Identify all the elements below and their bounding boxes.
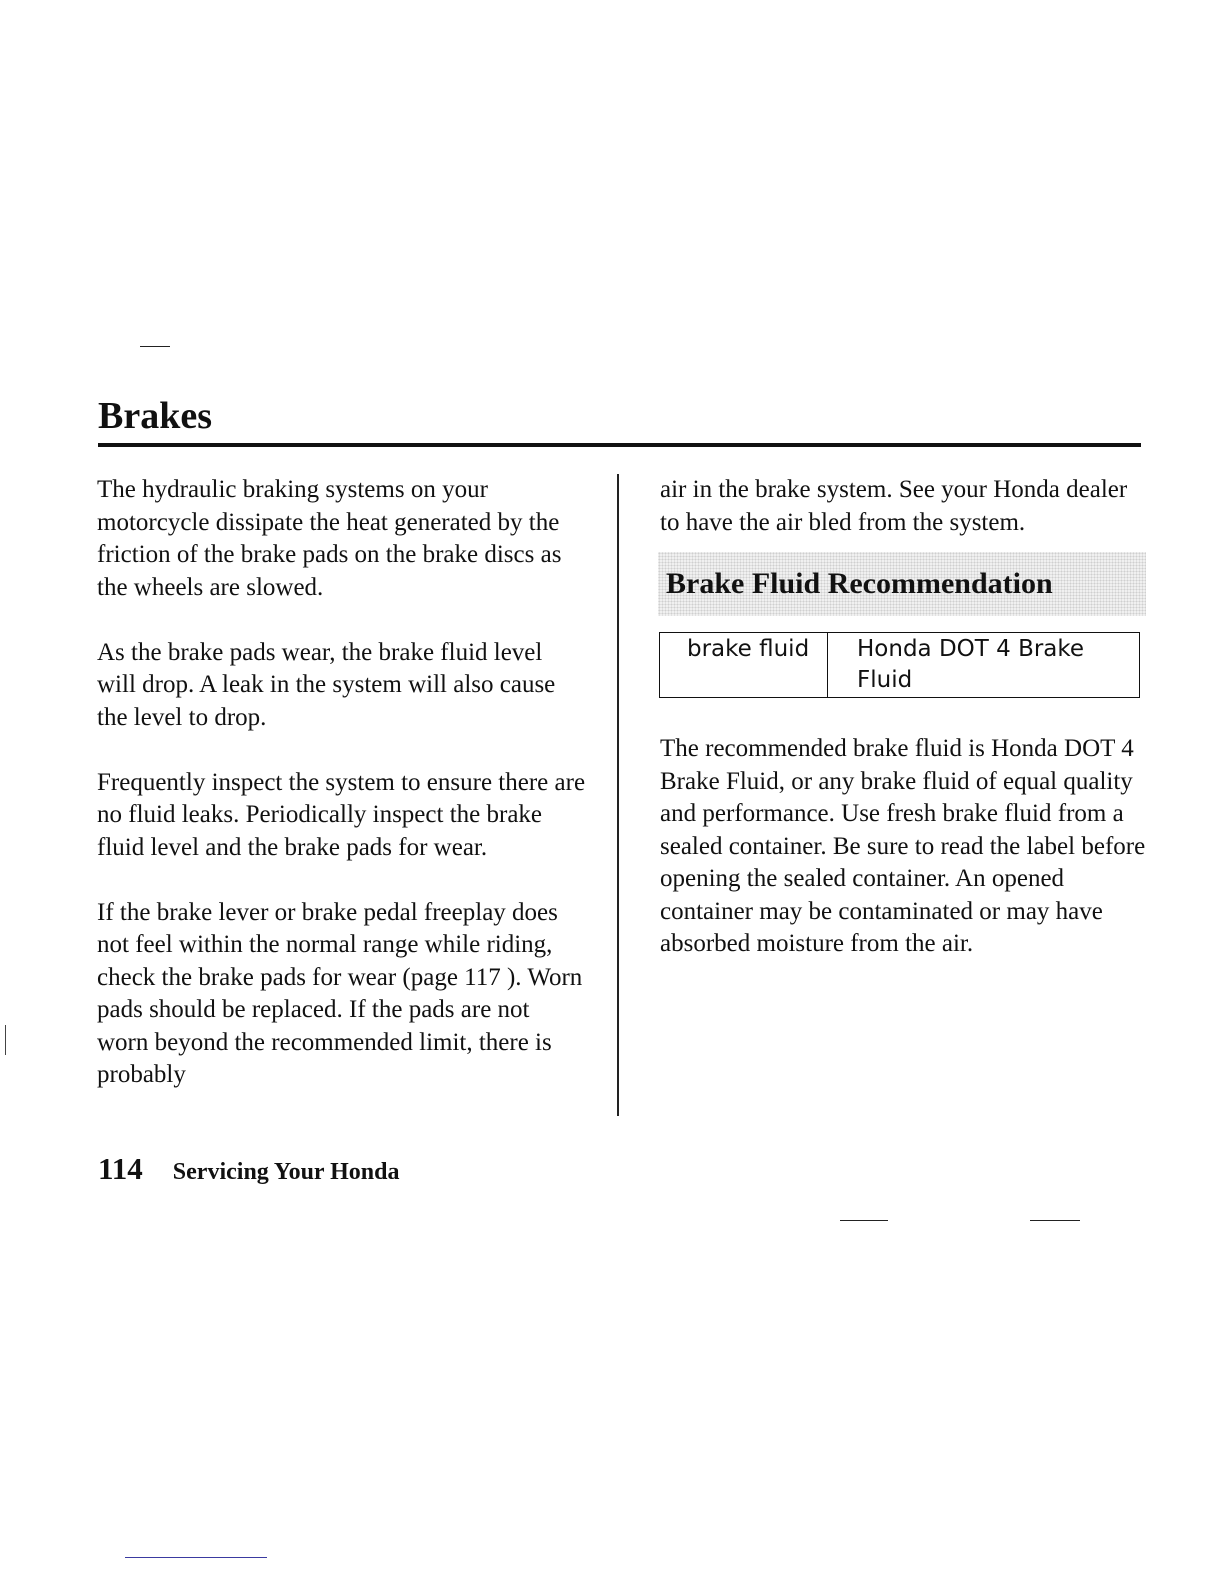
crop-mark-top-left — [140, 346, 170, 347]
crop-mark-bottom-right-1 — [840, 1220, 888, 1221]
subsection-title: Brake Fluid Recommendation — [666, 567, 1053, 600]
page-number: 114 — [98, 1151, 143, 1186]
spec-value: Honda DOT 4 Brake Fluid — [828, 633, 1140, 698]
page-title: Brakes — [98, 395, 212, 437]
paragraph-air-in-system: air in the brake system. See your Honda dealer to have the air bled from the system. — [660, 476, 1128, 536]
page-footer — [98, 1151, 400, 1187]
paragraph-hydraulic-systems: The hydraulic braking systems on your motorcycle dissipate the heat generated by the friction of the brake pads on the brake discs as the wheels are slowed. — [97, 476, 562, 601]
title-rule — [98, 443, 1141, 447]
crop-mark-bottom-left — [125, 1557, 267, 1558]
crop-mark-bottom-right-2 — [1030, 1220, 1080, 1221]
right-column — [660, 474, 1150, 539]
paragraph-inspect-system: Frequently inspect the system to ensure there are no fluid leaks. Periodically inspect the brake fluid level and the brake pads for wear. — [97, 768, 586, 861]
brake-fluid-spec-table — [659, 632, 1140, 698]
table-row — [660, 633, 1140, 698]
left-column — [97, 474, 587, 1092]
paragraph-freeplay: If the brake lever or brake pedal freeplay does not feel within the normal range while riding, check the brake pads for wear (page 117 ). Worn pads should be replaced. If the pads are not worn beyond the recommended limit, there is probably — [97, 898, 583, 1088]
column-divider — [617, 474, 619, 1116]
crop-mark-left-edge — [5, 1025, 6, 1055]
footer-section-name: Servicing Your Honda — [172, 1159, 400, 1185]
paragraph-recommended-fluid: The recommended brake fluid is Honda DOT 4 Brake Fluid, or any brake fluid of equal quality and performance. Use fresh brake fluid from a sealed container. Be sure to read the label before opening the sealed container. An opened container may be contaminated or may have absorbed moisture from the air. — [660, 735, 1146, 957]
subsection-heading — [658, 552, 1146, 616]
spec-label: brake fluid — [660, 633, 828, 698]
paragraph-pad-wear: As the brake pads wear, the brake fluid level will drop. A leak in the system will also cause the level to drop. — [97, 638, 556, 731]
